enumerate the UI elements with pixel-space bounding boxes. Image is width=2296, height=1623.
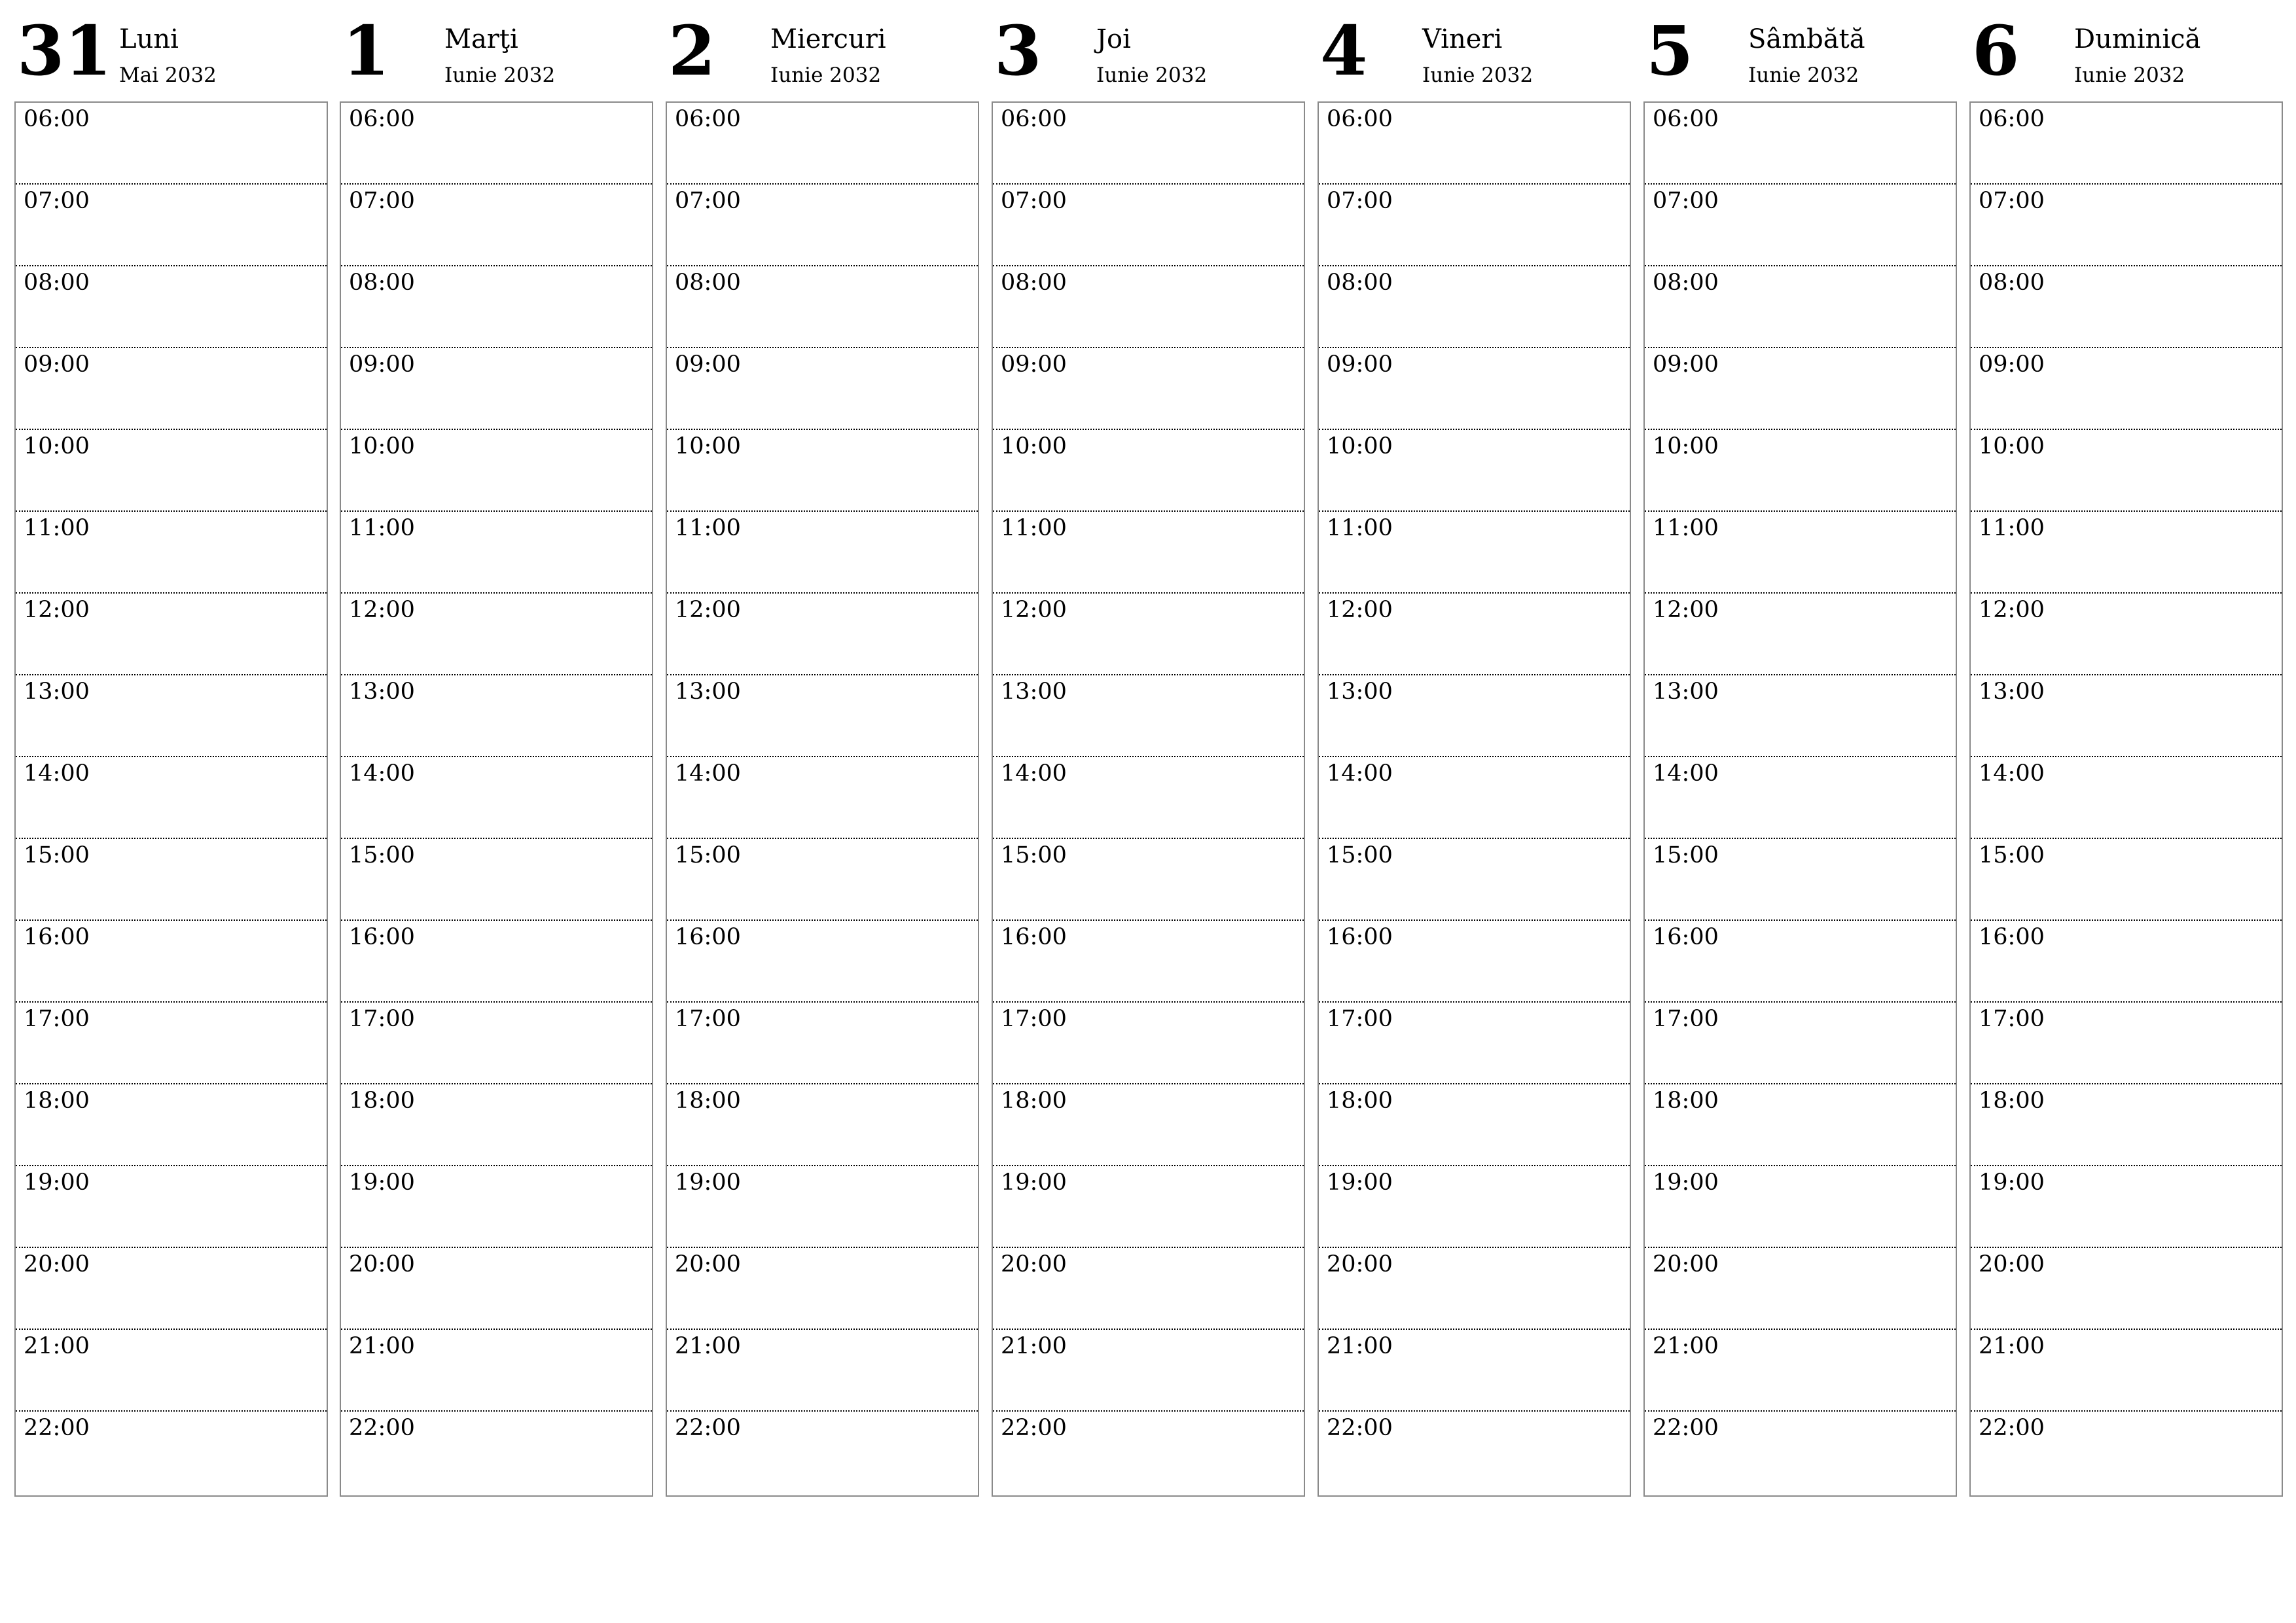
hour-slot[interactable] — [1971, 1166, 2282, 1248]
hour-label: 17:00 — [1979, 1006, 2045, 1032]
hour-label: 08:00 — [1979, 270, 2045, 296]
hour-label: 18:00 — [675, 1088, 741, 1114]
hour-label: 22:00 — [24, 1415, 90, 1441]
hour-label: 18:00 — [1653, 1088, 1719, 1114]
hour-label: 22:00 — [1327, 1415, 1393, 1441]
hour-slot[interactable] — [16, 1412, 327, 1493]
hour-label: 10:00 — [349, 433, 415, 459]
hour-grid — [1969, 101, 2283, 1497]
day-header — [340, 0, 653, 98]
hour-slot[interactable] — [1645, 1084, 1956, 1166]
hour-label: 18:00 — [1979, 1088, 2045, 1114]
hour-label: 16:00 — [675, 924, 741, 950]
hour-slot[interactable] — [667, 1412, 978, 1493]
hour-grid — [1318, 101, 1631, 1497]
hour-slot[interactable] — [16, 512, 327, 594]
hour-label: 14:00 — [675, 760, 741, 787]
hour-slot[interactable] — [1319, 348, 1630, 430]
hour-slot[interactable] — [16, 1330, 327, 1412]
hour-label: 11:00 — [1979, 515, 2045, 541]
hour-slot[interactable] — [1319, 757, 1630, 839]
hour-label: 08:00 — [1001, 270, 1067, 296]
hour-slot[interactable] — [667, 839, 978, 921]
hour-slot[interactable] — [667, 594, 978, 675]
hour-grid — [1643, 101, 1957, 1497]
day-month: Iunie 2032 — [2074, 63, 2185, 87]
hour-slot[interactable] — [1971, 1003, 2282, 1084]
hour-label: 16:00 — [1979, 924, 2045, 950]
day-name: Duminică — [2074, 24, 2201, 54]
hour-slot[interactable] — [1971, 185, 2282, 266]
day-month: Iunie 2032 — [770, 63, 882, 87]
hour-slot[interactable] — [667, 103, 978, 185]
hour-label: 15:00 — [349, 842, 415, 868]
hour-label: 11:00 — [1653, 515, 1719, 541]
hour-slot[interactable] — [1645, 921, 1956, 1003]
hour-label: 17:00 — [1653, 1006, 1719, 1032]
day-number: 5 — [1646, 10, 1694, 91]
hour-slot[interactable] — [341, 266, 652, 348]
hour-slot[interactable] — [1645, 1412, 1956, 1493]
hour-label: 11:00 — [675, 515, 741, 541]
hour-slot[interactable] — [341, 675, 652, 757]
hour-slot[interactable] — [341, 839, 652, 921]
hour-slot[interactable] — [1971, 1330, 2282, 1412]
hour-label: 08:00 — [24, 270, 90, 296]
hour-label: 19:00 — [675, 1169, 741, 1196]
hour-label: 19:00 — [24, 1169, 90, 1196]
day-number: 31 — [17, 10, 112, 91]
hour-label: 12:00 — [675, 597, 741, 623]
day-header — [14, 0, 328, 98]
hour-slot[interactable] — [341, 1166, 652, 1248]
hour-slot[interactable] — [993, 266, 1304, 348]
hour-slot[interactable] — [341, 512, 652, 594]
hour-label: 12:00 — [24, 597, 90, 623]
hour-label: 15:00 — [675, 842, 741, 868]
hour-slot[interactable] — [993, 185, 1304, 266]
hour-slot[interactable] — [1319, 675, 1630, 757]
hour-slot[interactable] — [667, 1248, 978, 1330]
hour-label: 21:00 — [349, 1333, 415, 1359]
hour-slot[interactable] — [1319, 266, 1630, 348]
hour-label: 15:00 — [1327, 842, 1393, 868]
day-header — [1969, 0, 2283, 98]
hour-slot[interactable] — [16, 1166, 327, 1248]
hour-slot[interactable] — [16, 757, 327, 839]
hour-slot[interactable] — [1645, 430, 1956, 512]
hour-label: 07:00 — [1327, 188, 1393, 214]
hour-slot[interactable] — [1319, 839, 1630, 921]
hour-label: 12:00 — [1001, 597, 1067, 623]
hour-label: 09:00 — [675, 351, 741, 378]
hour-slot[interactable] — [16, 839, 327, 921]
hour-slot[interactable] — [1645, 185, 1956, 266]
hour-slot[interactable] — [1971, 348, 2282, 430]
hour-slot[interactable] — [1971, 266, 2282, 348]
hour-slot[interactable] — [1319, 103, 1630, 185]
hour-slot[interactable] — [667, 757, 978, 839]
hour-slot[interactable] — [341, 103, 652, 185]
hour-grid — [666, 101, 979, 1497]
hour-label: 10:00 — [1001, 433, 1067, 459]
hour-slot[interactable] — [341, 430, 652, 512]
hour-label: 14:00 — [24, 760, 90, 787]
hour-slot[interactable] — [1971, 1412, 2282, 1493]
hour-slot[interactable] — [16, 1084, 327, 1166]
hour-label: 20:00 — [24, 1251, 90, 1277]
hour-slot[interactable] — [1319, 1248, 1630, 1330]
hour-slot[interactable] — [1645, 103, 1956, 185]
hour-label: 21:00 — [675, 1333, 741, 1359]
hour-label: 13:00 — [1653, 679, 1719, 705]
hour-label: 09:00 — [24, 351, 90, 378]
hour-slot[interactable] — [993, 1084, 1304, 1166]
hour-slot[interactable] — [993, 921, 1304, 1003]
hour-slot[interactable] — [1319, 1330, 1630, 1412]
hour-label: 06:00 — [1001, 106, 1067, 132]
hour-label: 06:00 — [675, 106, 741, 132]
hour-label: 07:00 — [349, 188, 415, 214]
hour-slot[interactable] — [341, 348, 652, 430]
hour-slot[interactable] — [1319, 430, 1630, 512]
hour-slot[interactable] — [667, 1003, 978, 1084]
hour-slot[interactable] — [341, 757, 652, 839]
hour-label: 15:00 — [24, 842, 90, 868]
hour-slot[interactable] — [1645, 675, 1956, 757]
hour-label: 06:00 — [1653, 106, 1719, 132]
hour-label: 21:00 — [1001, 1333, 1067, 1359]
hour-slot[interactable] — [1645, 348, 1956, 430]
hour-slot[interactable] — [1971, 430, 2282, 512]
day-name: Joi — [1096, 24, 1131, 54]
hour-label: 06:00 — [1979, 106, 2045, 132]
hour-slot[interactable] — [341, 594, 652, 675]
hour-grid — [992, 101, 1305, 1497]
hour-label: 11:00 — [1327, 515, 1393, 541]
hour-label: 12:00 — [1653, 597, 1719, 623]
hour-label: 22:00 — [1653, 1415, 1719, 1441]
hour-slot[interactable] — [16, 103, 327, 185]
day-month: Iunie 2032 — [1748, 63, 1859, 87]
hour-slot[interactable] — [1645, 1166, 1956, 1248]
day-name: Luni — [119, 24, 179, 54]
hour-slot[interactable] — [993, 757, 1304, 839]
hour-grid — [340, 101, 653, 1497]
hour-label: 08:00 — [675, 270, 741, 296]
hour-slot[interactable] — [16, 185, 327, 266]
hour-slot[interactable] — [16, 430, 327, 512]
hour-slot[interactable] — [1319, 594, 1630, 675]
hour-label: 20:00 — [675, 1251, 741, 1277]
day-header — [1318, 0, 1631, 98]
hour-slot[interactable] — [667, 675, 978, 757]
hour-label: 09:00 — [349, 351, 415, 378]
hour-label: 10:00 — [24, 433, 90, 459]
hour-label: 17:00 — [675, 1006, 741, 1032]
hour-label: 13:00 — [1979, 679, 2045, 705]
hour-slot[interactable] — [667, 185, 978, 266]
hour-slot[interactable] — [1645, 757, 1956, 839]
hour-label: 13:00 — [349, 679, 415, 705]
hour-label: 07:00 — [1001, 188, 1067, 214]
hour-slot[interactable] — [993, 1003, 1304, 1084]
hour-slot[interactable] — [667, 921, 978, 1003]
hour-label: 21:00 — [1327, 1333, 1393, 1359]
hour-slot[interactable] — [667, 512, 978, 594]
hour-label: 13:00 — [1327, 679, 1393, 705]
hour-slot[interactable] — [993, 430, 1304, 512]
hour-slot[interactable] — [667, 348, 978, 430]
day-month: Iunie 2032 — [1096, 63, 1208, 87]
hour-label: 07:00 — [1653, 188, 1719, 214]
hour-slot[interactable] — [1319, 921, 1630, 1003]
hour-slot[interactable] — [341, 1003, 652, 1084]
hour-slot[interactable] — [341, 1248, 652, 1330]
hour-slot[interactable] — [1319, 1003, 1630, 1084]
hour-label: 20:00 — [349, 1251, 415, 1277]
hour-label: 08:00 — [1327, 270, 1393, 296]
hour-label: 17:00 — [24, 1006, 90, 1032]
hour-slot[interactable] — [667, 266, 978, 348]
hour-slot[interactable] — [1971, 675, 2282, 757]
hour-label: 20:00 — [1653, 1251, 1719, 1277]
hour-label: 06:00 — [349, 106, 415, 132]
hour-label: 20:00 — [1979, 1251, 2045, 1277]
hour-slot[interactable] — [341, 1412, 652, 1493]
hour-label: 11:00 — [1001, 515, 1067, 541]
day-name: Sâmbătă — [1748, 24, 1865, 54]
day-month: Iunie 2032 — [1422, 63, 1534, 87]
hour-label: 09:00 — [1979, 351, 2045, 378]
hour-label: 11:00 — [24, 515, 90, 541]
hour-slot[interactable] — [16, 675, 327, 757]
hour-label: 10:00 — [1653, 433, 1719, 459]
hour-slot[interactable] — [1645, 1248, 1956, 1330]
hour-slot[interactable] — [1319, 1166, 1630, 1248]
hour-slot[interactable] — [1971, 1084, 2282, 1166]
day-name: Vineri — [1422, 24, 1503, 54]
hour-label: 11:00 — [349, 515, 415, 541]
hour-label: 15:00 — [1979, 842, 2045, 868]
hour-label: 07:00 — [24, 188, 90, 214]
hour-slot[interactable] — [1971, 1248, 2282, 1330]
hour-slot[interactable] — [341, 1084, 652, 1166]
hour-slot[interactable] — [1971, 839, 2282, 921]
hour-slot[interactable] — [1319, 512, 1630, 594]
hour-label: 09:00 — [1653, 351, 1719, 378]
hour-label: 14:00 — [1327, 760, 1393, 787]
hour-slot[interactable] — [16, 921, 327, 1003]
hour-slot[interactable] — [667, 1330, 978, 1412]
hour-label: 16:00 — [1001, 924, 1067, 950]
hour-slot[interactable] — [993, 594, 1304, 675]
hour-label: 22:00 — [1001, 1415, 1067, 1441]
hour-label: 21:00 — [1653, 1333, 1719, 1359]
hour-label: 19:00 — [1979, 1169, 2045, 1196]
day-number: 3 — [994, 10, 1042, 91]
hour-label: 20:00 — [1001, 1251, 1067, 1277]
hour-label: 21:00 — [1979, 1333, 2045, 1359]
day-number: 1 — [342, 10, 390, 91]
day-name: Marţi — [444, 24, 518, 54]
hour-label: 15:00 — [1001, 842, 1067, 868]
hour-slot[interactable] — [1645, 266, 1956, 348]
day-month: Mai 2032 — [119, 63, 217, 87]
hour-label: 13:00 — [675, 679, 741, 705]
day-header — [666, 0, 979, 98]
hour-label: 22:00 — [1979, 1415, 2045, 1441]
hour-label: 13:00 — [24, 679, 90, 705]
hour-slot[interactable] — [16, 348, 327, 430]
hour-slot[interactable] — [667, 430, 978, 512]
hour-label: 09:00 — [1001, 351, 1067, 378]
hour-slot[interactable] — [1319, 185, 1630, 266]
hour-slot[interactable] — [993, 512, 1304, 594]
hour-label: 18:00 — [349, 1088, 415, 1114]
hour-label: 21:00 — [24, 1333, 90, 1359]
hour-slot[interactable] — [1971, 512, 2282, 594]
hour-slot[interactable] — [993, 1248, 1304, 1330]
hour-label: 06:00 — [24, 106, 90, 132]
hour-label: 18:00 — [24, 1088, 90, 1114]
day-month: Iunie 2032 — [444, 63, 556, 87]
day-number: 2 — [668, 10, 716, 91]
hour-slot[interactable] — [1645, 512, 1956, 594]
hour-slot[interactable] — [993, 348, 1304, 430]
hour-slot[interactable] — [1319, 1412, 1630, 1493]
hour-label: 19:00 — [1327, 1169, 1393, 1196]
hour-label: 08:00 — [1653, 270, 1719, 296]
hour-slot[interactable] — [16, 1003, 327, 1084]
hour-label: 08:00 — [349, 270, 415, 296]
hour-label: 22:00 — [675, 1415, 741, 1441]
hour-label: 22:00 — [349, 1415, 415, 1441]
hour-slot[interactable] — [1645, 1003, 1956, 1084]
hour-slot[interactable] — [1971, 757, 2282, 839]
day-name: Miercuri — [770, 24, 886, 54]
hour-grid — [14, 101, 328, 1497]
hour-slot[interactable] — [16, 266, 327, 348]
hour-slot[interactable] — [1319, 1084, 1630, 1166]
hour-slot[interactable] — [993, 1330, 1304, 1412]
hour-label: 16:00 — [349, 924, 415, 950]
hour-label: 09:00 — [1327, 351, 1393, 378]
hour-label: 16:00 — [1327, 924, 1393, 950]
hour-slot[interactable] — [667, 1166, 978, 1248]
hour-label: 14:00 — [349, 760, 415, 787]
hour-label: 13:00 — [1001, 679, 1067, 705]
hour-slot[interactable] — [667, 1084, 978, 1166]
hour-label: 12:00 — [1327, 597, 1393, 623]
hour-label: 10:00 — [1327, 433, 1393, 459]
hour-label: 18:00 — [1327, 1088, 1393, 1114]
hour-label: 12:00 — [1979, 597, 2045, 623]
hour-slot[interactable] — [16, 1248, 327, 1330]
hour-slot[interactable] — [341, 185, 652, 266]
hour-label: 07:00 — [1979, 188, 2045, 214]
hour-label: 17:00 — [1001, 1006, 1067, 1032]
hour-label: 06:00 — [1327, 106, 1393, 132]
hour-label: 17:00 — [349, 1006, 415, 1032]
hour-label: 19:00 — [349, 1169, 415, 1196]
hour-label: 16:00 — [24, 924, 90, 950]
hour-label: 14:00 — [1001, 760, 1067, 787]
hour-slot[interactable] — [993, 103, 1304, 185]
day-header — [1643, 0, 1957, 98]
hour-label: 10:00 — [675, 433, 741, 459]
hour-slot[interactable] — [1971, 594, 2282, 675]
hour-label: 15:00 — [1653, 842, 1719, 868]
hour-label: 07:00 — [675, 188, 741, 214]
hour-slot[interactable] — [993, 1412, 1304, 1493]
hour-label: 14:00 — [1653, 760, 1719, 787]
hour-label: 14:00 — [1979, 760, 2045, 787]
hour-slot[interactable] — [993, 675, 1304, 757]
hour-slot[interactable] — [341, 1330, 652, 1412]
hour-label: 20:00 — [1327, 1251, 1393, 1277]
hour-slot[interactable] — [1645, 1330, 1956, 1412]
hour-slot[interactable] — [341, 921, 652, 1003]
day-number: 4 — [1320, 10, 1368, 91]
hour-slot[interactable] — [1971, 921, 2282, 1003]
hour-slot[interactable] — [1645, 594, 1956, 675]
hour-slot[interactable] — [993, 1166, 1304, 1248]
hour-label: 17:00 — [1327, 1006, 1393, 1032]
hour-label: 18:00 — [1001, 1088, 1067, 1114]
day-header — [992, 0, 1305, 98]
hour-label: 12:00 — [349, 597, 415, 623]
hour-slot[interactable] — [16, 594, 327, 675]
hour-label: 19:00 — [1001, 1169, 1067, 1196]
hour-slot[interactable] — [1645, 839, 1956, 921]
hour-label: 16:00 — [1653, 924, 1719, 950]
hour-label: 10:00 — [1979, 433, 2045, 459]
day-number: 6 — [1972, 10, 2020, 91]
hour-slot[interactable] — [1971, 103, 2282, 185]
hour-label: 19:00 — [1653, 1169, 1719, 1196]
hour-slot[interactable] — [993, 839, 1304, 921]
